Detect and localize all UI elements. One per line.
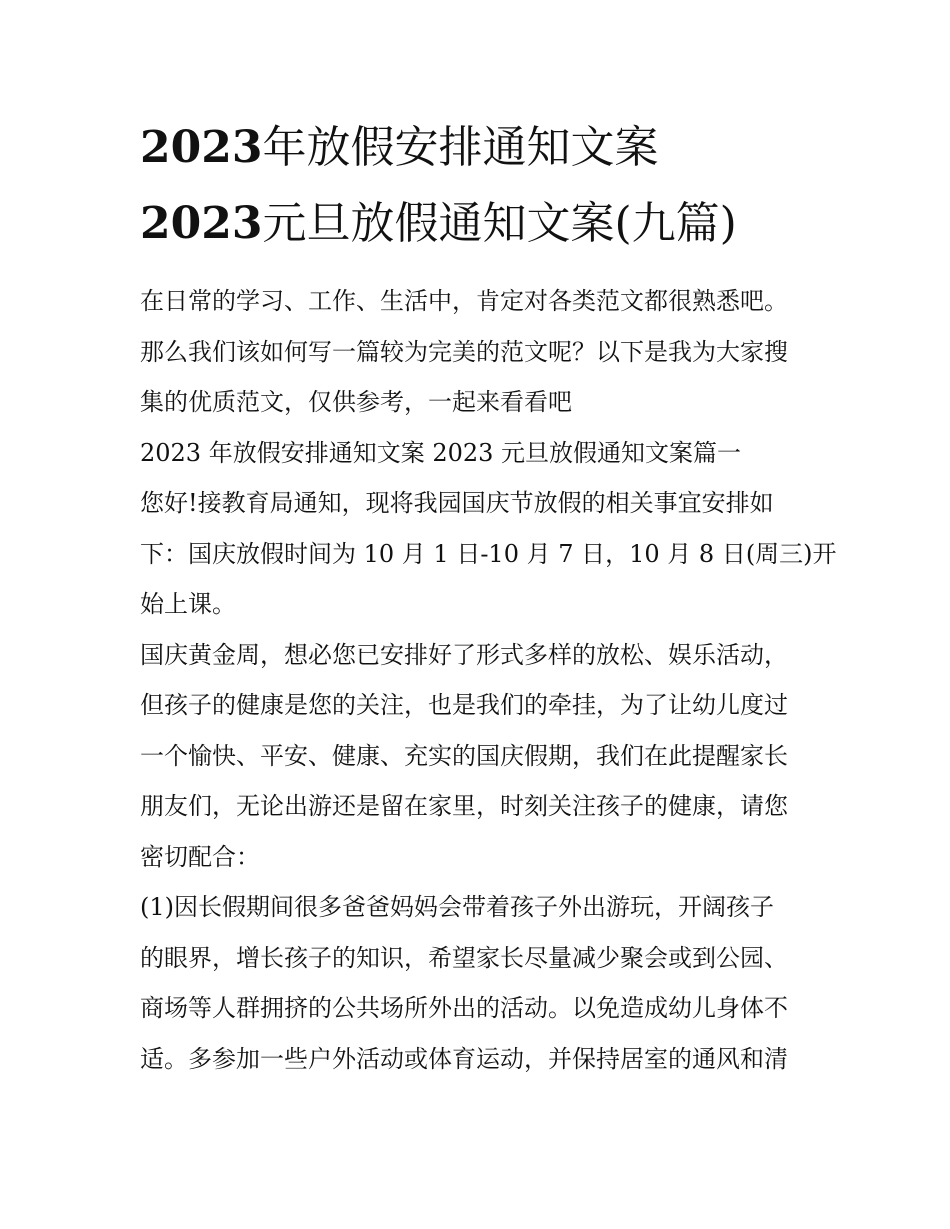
body-line: 国庆黄金周，想必您已安排好了形式多样的放松、娱乐活动， — [140, 640, 788, 669]
body-line: 但孩子的健康是您的关注，也是我们的牵挂，为了让幼儿度过 — [140, 691, 788, 719]
document-title-line-2 — [140, 199, 737, 249]
body-line: 商场等人群拥挤的公共场所外出的活动。以免造成幼儿身体不 — [140, 994, 788, 1022]
title-text: 年放假安排通知文案 — [262, 122, 659, 173]
title-text: 元旦放假通知文案(九篇) — [262, 198, 737, 249]
body-line: 那么我们该如何写一篇较为完美的范文呢？以下是我为大家搜 — [140, 337, 788, 366]
title-year: 2023 — [140, 122, 263, 173]
body-line: (1)因长假期间很多爸爸妈妈会带着孩子外出游玩，开阔孩子 — [140, 893, 774, 921]
body-line: 朋友们，无论出游还是留在家里，时刻关注孩子的健康，请您 — [140, 792, 788, 820]
document-title-line-1 — [140, 123, 658, 173]
body-line: 一个愉快、平安、健康、充实的国庆假期，我们在此提醒家长 — [140, 741, 788, 770]
body-line: 密切配合： — [140, 842, 260, 871]
body-line: 适。多参加一些户外活动或体育运动，并保持居室的通风和清 — [140, 1044, 788, 1073]
section-heading: 2023 年放假安排通知文案 2023 元旦放假通知文案篇一 — [140, 438, 742, 467]
body-line: 您好!接教育局通知，现将我园国庆节放假的相关事宜安排如 — [140, 489, 774, 517]
title-year: 2023 — [140, 198, 263, 249]
body-line: 集的优质范文，仅供参考，一起来看看吧 — [140, 388, 572, 416]
body-line: 下：国庆放假时间为 10 月 1 日-10 月 7 日，10 月 8 日(周三)开 — [140, 539, 837, 568]
body-line: 在日常的学习、工作、生活中，肯定对各类范文都很熟悉吧。 — [140, 287, 788, 315]
body-line: 的眼界，增长孩子的知识，希望家长尽量减少聚会或到公园、 — [140, 943, 788, 972]
body-line: 始上课。 — [140, 590, 236, 618]
document-body — [140, 281, 837, 1089]
